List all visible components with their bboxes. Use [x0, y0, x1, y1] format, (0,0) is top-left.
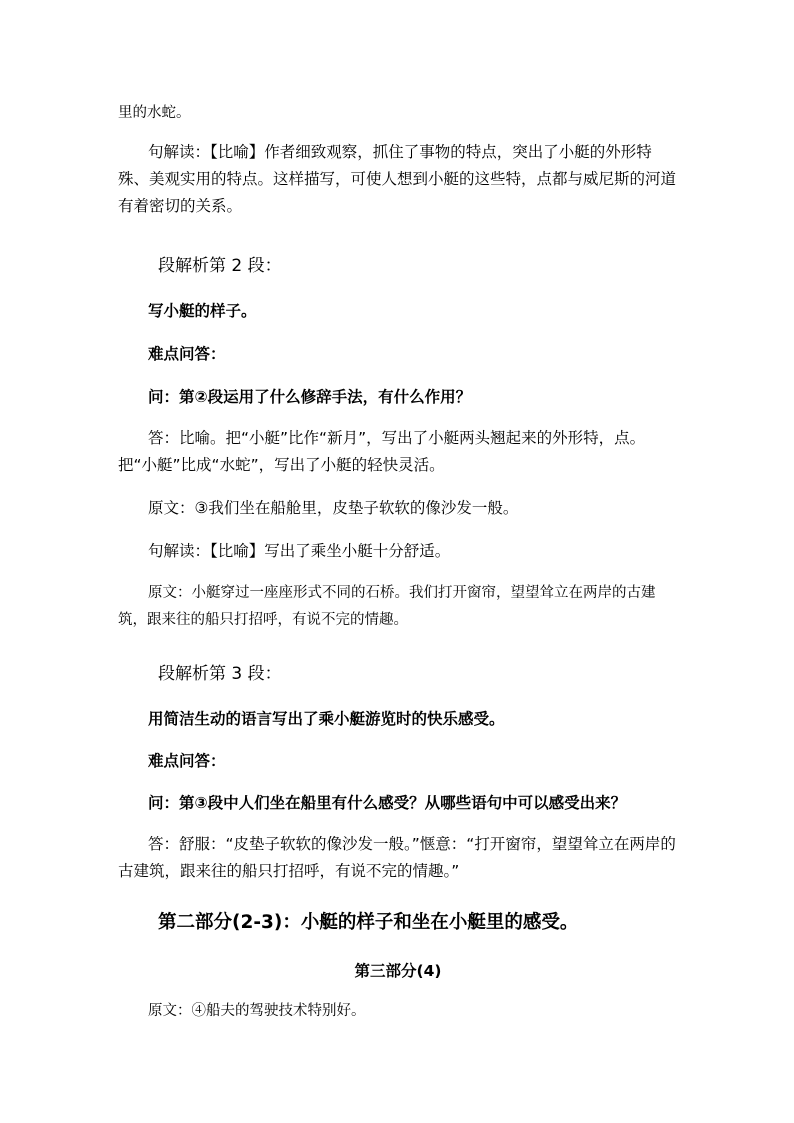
- section-heading-3: 段解析第 3 段：: [158, 664, 282, 684]
- answer: 答：舒服：“皮垫子软软的像沙发一般。”惬意：“打开窗帘，望望耸立在两岸的古建筑，跟来往的船只打招呼，有说不完的情趣。”: [118, 835, 676, 880]
- text-fragment: 里的水蛇。: [118, 105, 191, 121]
- qa-label: 难点问答：: [148, 345, 226, 363]
- section-summary: 用简洁生动的语言写出了乘小艇游览时的快乐感受。: [148, 710, 505, 728]
- section-heading-2: 段解析第 2 段：: [158, 256, 282, 276]
- section-summary: 写小艇的样子。: [148, 302, 257, 320]
- question: 问：第②段运用了什么修辞手法，有什么作用？: [148, 388, 472, 406]
- answer: 答：比喻。把“小艇”比作“新月”，写出了小艇两头翘起来的外形特，点。 把“小艇”比成“水蛇”，写出了小艇的轻快灵活。: [118, 429, 646, 474]
- part-heading: 第二部分(2-3)：小艇的样子和坐在小艇里的感受。: [158, 912, 579, 933]
- original-text: 原文：小艇穿过一座座形式不同的石桥。我们打开窗帘，望望耸立在两岸的古建筑，跟来往的船只打招呼，有说不完的情趣。: [118, 585, 656, 628]
- original-text: 原文：④船夫的驾驶技术特别好。: [148, 1003, 366, 1019]
- original-text: 原文：③我们坐在船舱里，皮垫子软软的像沙发一般。: [148, 499, 519, 517]
- sentence-analysis: 句解读：【比喻】作者细致观察，抓住了事物的特点，突出了小艇的外形特殊、美观实用的特点。这样描写，可使人想到小艇的这些特，点都与威尼斯的河道有着密切的关系。: [118, 143, 677, 215]
- part-title: 第三部分(4): [354, 962, 442, 980]
- sentence-analysis: 句解读：【比喻】写出了乘坐小艇十分舒适。: [148, 542, 451, 560]
- qa-label: 难点问答：: [148, 752, 226, 770]
- question: 问：第③段中人们坐在船里有什么感受？从哪些语句中可以感受出来？: [148, 794, 627, 812]
